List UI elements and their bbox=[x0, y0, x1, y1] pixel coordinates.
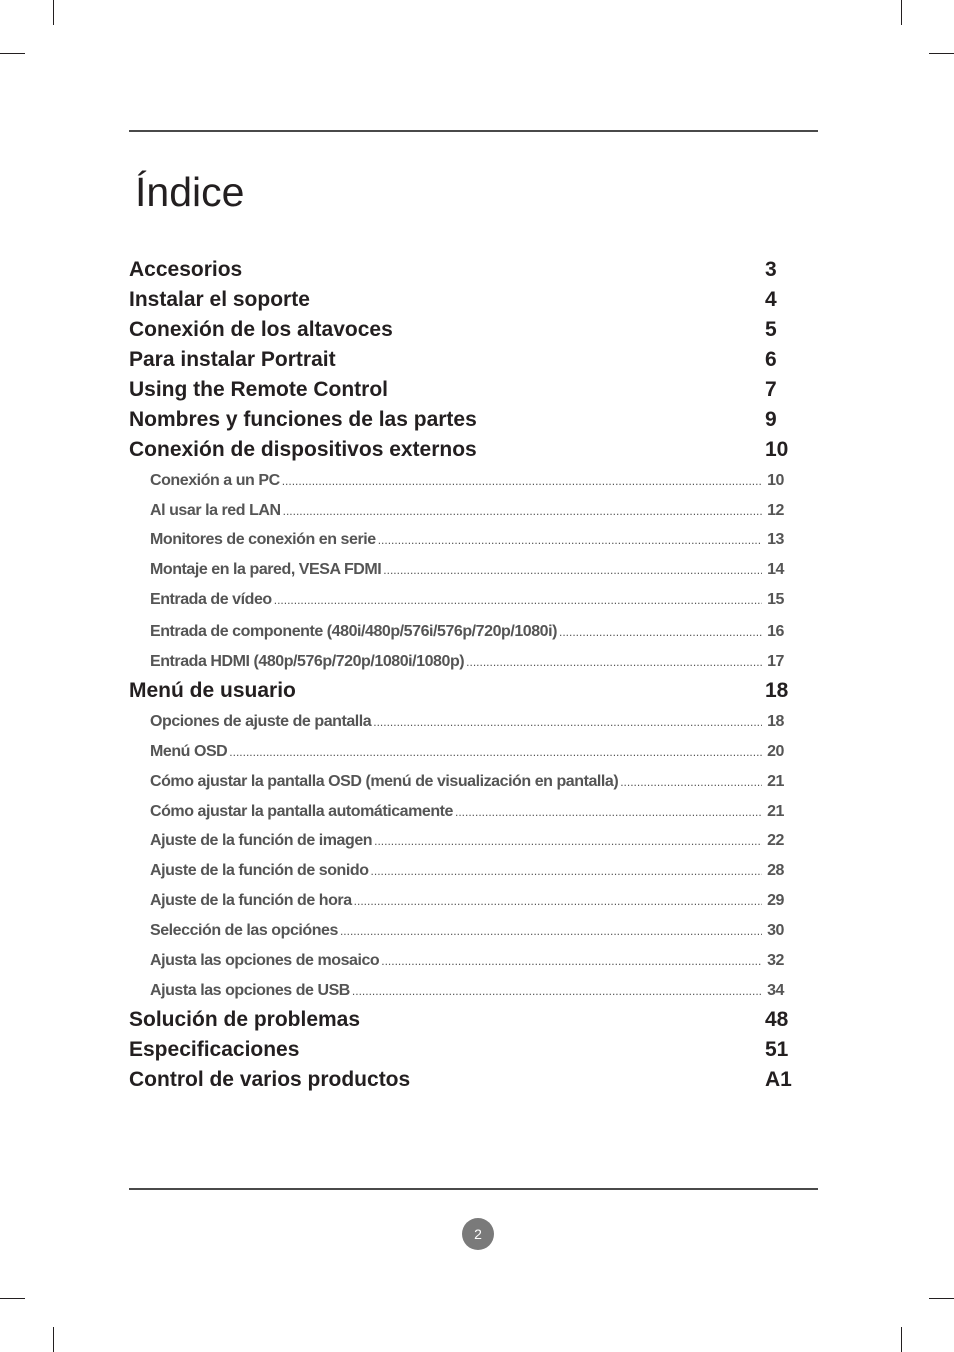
toc-entry-label: Nombres y funciones de las partes bbox=[129, 408, 477, 431]
toc-section-entry[interactable] bbox=[129, 258, 790, 282]
toc-entry-label: Ajuste de la función de imagen bbox=[150, 832, 373, 849]
toc-entry-page-number: 12 bbox=[767, 502, 784, 519]
toc-entry-page-number: 6 bbox=[765, 348, 777, 371]
toc-entry-label: Ajusta las opciones de USB bbox=[150, 982, 350, 999]
toc-entry-label: Entrada HDMI (480p/576p/720p/1080i/1080p) bbox=[150, 653, 465, 670]
toc-entry-page-number: 32 bbox=[767, 952, 784, 969]
dot-leader bbox=[620, 775, 762, 789]
dot-leader bbox=[274, 593, 762, 607]
toc-subsection-entry[interactable] bbox=[150, 653, 784, 671]
toc-subsection-entry[interactable] bbox=[150, 713, 784, 731]
toc-entry-page-number: 34 bbox=[767, 982, 784, 999]
toc-entry-page-number: 15 bbox=[767, 591, 784, 608]
dot-leader bbox=[282, 474, 762, 488]
toc-entry-page-number: 18 bbox=[765, 679, 789, 702]
toc-entry-page-number: 21 bbox=[767, 803, 784, 820]
toc-section-entry[interactable] bbox=[129, 378, 790, 402]
toc-subsection-entry[interactable] bbox=[150, 502, 784, 520]
toc-entry-page-number: 13 bbox=[767, 531, 784, 548]
toc-subsection-entry[interactable] bbox=[150, 862, 784, 880]
toc-subsection-entry[interactable] bbox=[150, 773, 784, 791]
dot-leader bbox=[381, 954, 762, 968]
toc-entry-label: Entrada de componente (480i/480p/576i/576p/720p/1080i) bbox=[150, 623, 558, 640]
toc-entry-page-number: 29 bbox=[767, 892, 784, 909]
toc-section-entry[interactable] bbox=[129, 318, 790, 342]
toc-subsection-entry[interactable] bbox=[150, 623, 784, 641]
toc-subsection-entry[interactable] bbox=[150, 892, 784, 910]
toc-entry-page-number: 28 bbox=[767, 862, 784, 879]
toc-entry-label: Instalar el soporte bbox=[129, 288, 310, 311]
toc-entry-label: Ajuste de la función de sonido bbox=[150, 862, 369, 879]
toc-entry-page-number: 30 bbox=[767, 922, 784, 939]
page-number-badge: 2 bbox=[462, 1218, 494, 1250]
dot-leader bbox=[378, 533, 762, 547]
dot-leader bbox=[466, 655, 762, 669]
toc-entry-page-number: 4 bbox=[765, 288, 777, 311]
toc-entry-label: Monitores de conexión en serie bbox=[150, 531, 376, 548]
toc-entry-page-number: 18 bbox=[767, 713, 784, 730]
toc-entry-page-number: 10 bbox=[765, 438, 789, 461]
toc-entry-label: Para instalar Portrait bbox=[129, 348, 336, 371]
toc-entry-page-number: 22 bbox=[767, 832, 784, 849]
toc-entry-label: Especificaciones bbox=[129, 1038, 300, 1061]
toc-entry-page-number: 7 bbox=[765, 378, 777, 401]
toc-subsection-entry[interactable] bbox=[150, 952, 784, 970]
toc-entry-label: Using the Remote Control bbox=[129, 378, 389, 401]
toc-entry-page-number: 9 bbox=[765, 408, 777, 431]
toc-entry-page-number: 10 bbox=[767, 472, 784, 489]
toc-section-entry[interactable] bbox=[129, 288, 790, 312]
toc-section-entry[interactable] bbox=[129, 1008, 790, 1032]
dot-leader bbox=[455, 805, 762, 819]
toc-entry-page-number: 48 bbox=[765, 1008, 789, 1031]
dot-leader bbox=[283, 504, 762, 518]
toc-entry-label: Conexión a un PC bbox=[150, 472, 280, 489]
toc-entry-page-number: A1 bbox=[765, 1068, 792, 1091]
toc-section-entry[interactable] bbox=[129, 1038, 790, 1062]
dot-leader bbox=[229, 745, 762, 759]
toc-entry-page-number: 17 bbox=[767, 653, 784, 670]
dot-leader bbox=[352, 984, 762, 998]
toc-subsection-entry[interactable] bbox=[150, 922, 784, 940]
toc-entry-label: Opciones de ajuste de pantalla bbox=[150, 713, 372, 730]
dot-leader bbox=[373, 715, 762, 729]
dot-leader bbox=[371, 864, 762, 878]
toc-entry-page-number: 14 bbox=[767, 561, 784, 578]
bottom-rule bbox=[129, 1188, 818, 1190]
toc-entry-label: Cómo ajustar la pantalla OSD (menú de visualización en pantalla) bbox=[150, 773, 619, 790]
toc-entry-label: Montaje en la pared, VESA FDMI bbox=[150, 561, 382, 578]
toc-subsection-entry[interactable] bbox=[150, 803, 784, 821]
toc-subsection-entry[interactable] bbox=[150, 561, 784, 579]
toc-entry-label: Entrada de vídeo bbox=[150, 591, 272, 608]
toc-entry-page-number: 5 bbox=[765, 318, 777, 341]
toc-subsection-entry[interactable] bbox=[150, 531, 784, 549]
toc-subsection-entry[interactable] bbox=[150, 832, 784, 850]
toc-subsection-entry[interactable] bbox=[150, 743, 784, 761]
toc-entry-page-number: 20 bbox=[767, 743, 784, 760]
toc-subsection-entry[interactable] bbox=[150, 982, 784, 1000]
dot-leader bbox=[374, 834, 762, 848]
toc-section-entry[interactable] bbox=[129, 1068, 790, 1092]
toc-subsection-entry[interactable] bbox=[150, 472, 784, 490]
toc-entry-label: Al usar la red LAN bbox=[150, 502, 281, 519]
page-title: Índice bbox=[135, 169, 245, 215]
toc-section-entry[interactable] bbox=[129, 679, 790, 703]
toc-section-entry[interactable] bbox=[129, 438, 790, 462]
toc-section-entry[interactable] bbox=[129, 408, 790, 432]
dot-leader bbox=[383, 563, 762, 577]
dot-leader bbox=[340, 924, 762, 938]
toc-entry-page-number: 3 bbox=[765, 258, 777, 281]
dot-leader bbox=[354, 894, 762, 908]
toc-section-entry[interactable] bbox=[129, 348, 790, 372]
toc-entry-page-number: 16 bbox=[767, 623, 784, 640]
toc-entry-page-number: 51 bbox=[765, 1038, 789, 1061]
toc-entry-label: Menú OSD bbox=[150, 743, 228, 760]
toc-entry-label: Ajusta las opciones de mosaico bbox=[150, 952, 380, 969]
toc-entry-label: Cómo ajustar la pantalla automáticamente bbox=[150, 803, 453, 820]
toc-entry-label: Solución de problemas bbox=[129, 1008, 361, 1031]
toc-entry-label: Selección de las opciónes bbox=[150, 922, 338, 939]
toc-entry-page-number: 21 bbox=[767, 773, 784, 790]
dot-leader bbox=[559, 625, 762, 639]
toc-entry-label: Conexión de los altavoces bbox=[129, 318, 393, 341]
toc-entry-label: Control de varios productos bbox=[129, 1068, 411, 1091]
toc-entry-label: Menú de usuario bbox=[129, 679, 296, 702]
toc-subsection-entry[interactable] bbox=[150, 591, 784, 609]
toc-entry-label: Ajuste de la función de hora bbox=[150, 892, 352, 909]
toc-entry-label: Accesorios bbox=[129, 258, 243, 281]
toc-entry-label: Conexión de dispositivos externos bbox=[129, 438, 477, 461]
